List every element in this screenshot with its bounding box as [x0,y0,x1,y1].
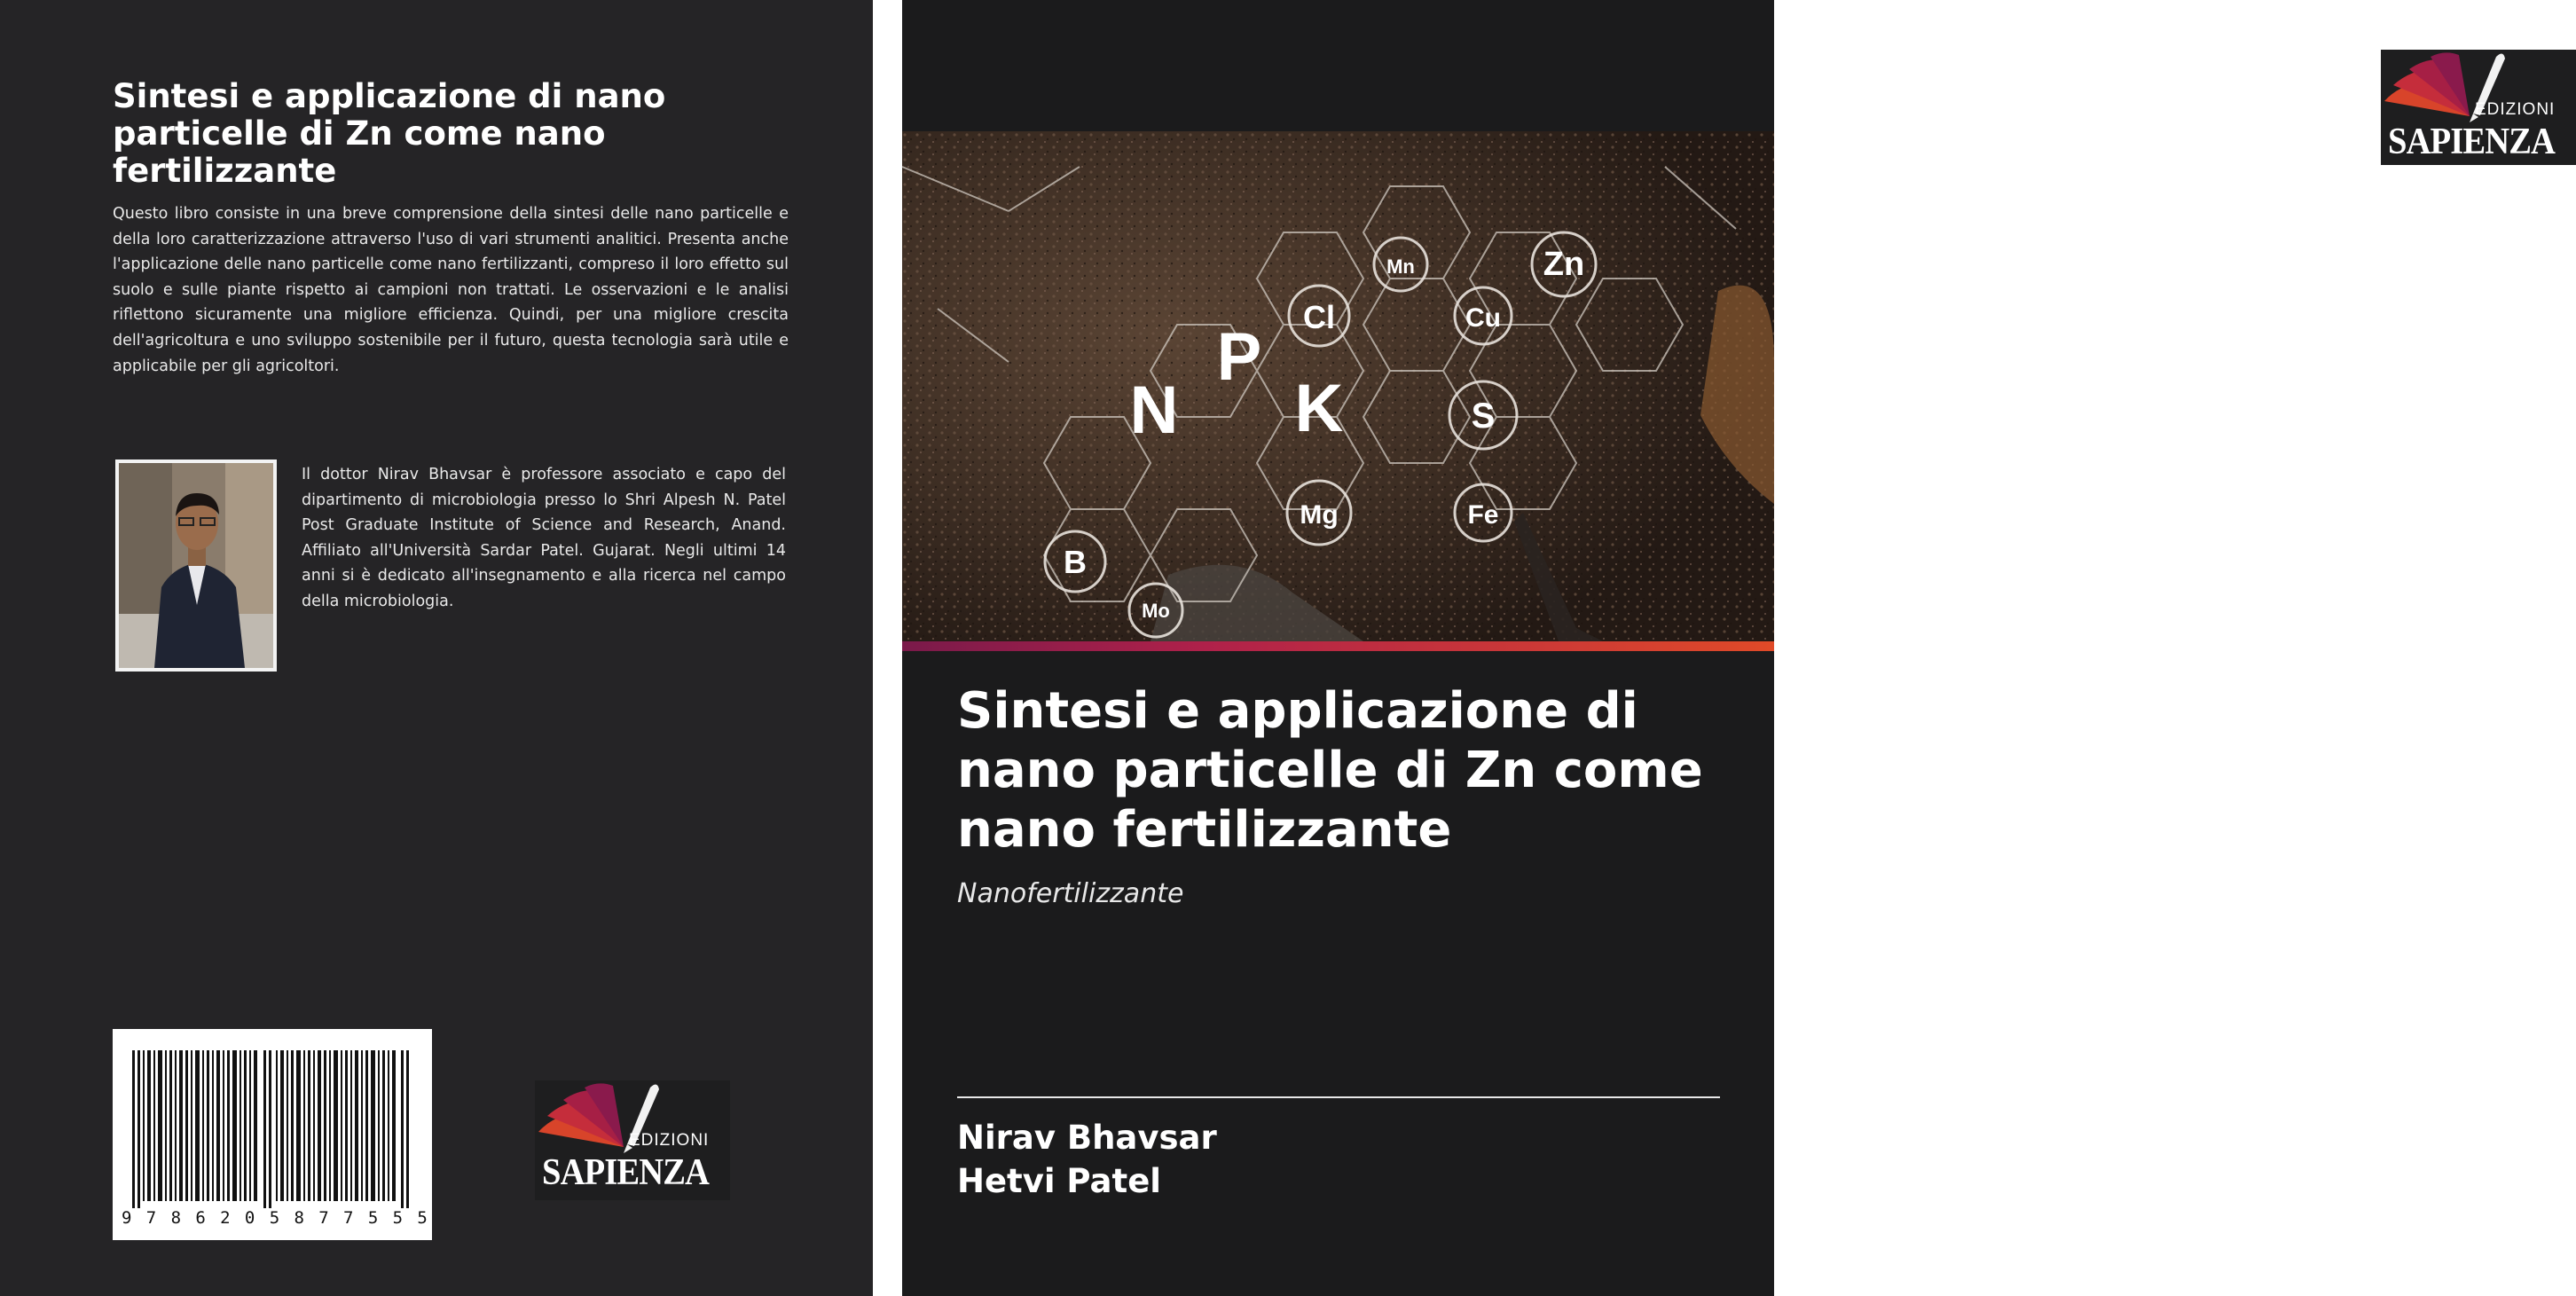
element-label: Mo [1142,600,1170,622]
element-label: Cu [1465,303,1501,333]
isbn-digit: 5 [269,1208,280,1228]
publisher-edizioni: EDIZIONI [2475,100,2556,119]
isbn-digit: 8 [170,1208,182,1228]
isbn-digit: 5 [367,1208,379,1228]
author-photo [115,459,277,672]
element-label: P [1216,319,1262,395]
back-cover [0,0,873,1296]
barcode-bars [132,1050,412,1208]
author-bio: Il dottor Nirav Bhavsar è professore associato e capo del dipartimento di microbiologia presso lo Shri Alpesh N. Patel Post Graduate Institute of Science and Research, Anand. Affiliato all'Università Sardar Patel. Gujarat. Negli ultimi 14 anni si è dedicato all'insegnamento e alla ricerca nel campo della microbiologia. [302,466,786,610]
accent-bar [902,641,1774,651]
element-label: Mn [1386,255,1415,278]
back-cover-title: Sintesi e applicazione di nano particelle di Zn come nano fertilizzante [113,77,666,190]
publisher-name: SAPIENZA [542,1152,710,1193]
isbn-digit: 5 [417,1208,428,1228]
element-label: Mg [1300,500,1339,530]
isbn-digit: 9 [122,1208,132,1228]
publisher-edizioni: EDIZIONI [629,1131,710,1150]
isbn-digit: 6 [195,1208,206,1228]
publisher-logo-back [535,1080,730,1200]
isbn-digit: 0 [244,1208,255,1228]
soil-nutrients-illustration [902,131,1774,641]
element-label: B [1064,544,1087,580]
isbn-digit: 8 [294,1208,304,1228]
book-description: Questo libro consiste in una breve comprensione della sintesi delle nano particelle e della loro caratterizzazione attraverso l'uso di vari strumenti analitici. Presenta anche l'applicazione delle nano particelle come nano fertilizzanti, compreso il loro effetto sul suolo e sulle piante rispetto ai campioni non trattati. Le osservazioni e le analisi riflettono sicuramente una migliore efficienza. Quindi, per una migliore crescita dell'agricoltura e uno sviluppo sostenibile per il futuro, questa tecnologia sarà utile e applicabile per gli agricoltori. [113,205,789,375]
isbn-digit: 7 [343,1208,354,1228]
author-portrait-icon [119,463,273,668]
isbn-digit: 2 [220,1208,231,1228]
isbn-digit: 7 [145,1208,157,1228]
element-label: S [1471,397,1496,436]
isbn-digit: 7 [318,1208,329,1228]
isbn-digit: 5 [392,1208,404,1228]
element-label: Cl [1303,299,1335,335]
publisher-logo-front [2381,50,2576,165]
divider [957,1096,1720,1098]
isbn-barcode [113,1029,432,1240]
front-cover-subtitle: Nanofertilizzante [957,878,1184,909]
element-label: N [1129,373,1179,448]
author-name: Hetvi Patel [957,1162,1161,1200]
element-label: Zn [1543,246,1585,283]
publisher-name: SAPIENZA [2388,122,2556,162]
isbn-digits [122,1208,428,1228]
spine-gap [873,0,902,1296]
element-label: K [1294,371,1344,446]
front-cover [902,0,2556,1296]
author-list [957,1116,1217,1203]
cover-image [902,131,1774,641]
author-name: Nirav Bhavsar [957,1119,1217,1157]
element-label: Fe [1467,500,1499,530]
front-cover-title: Sintesi e applicazione di nano particelle di Zn come nano fertilizzante [957,682,1703,859]
